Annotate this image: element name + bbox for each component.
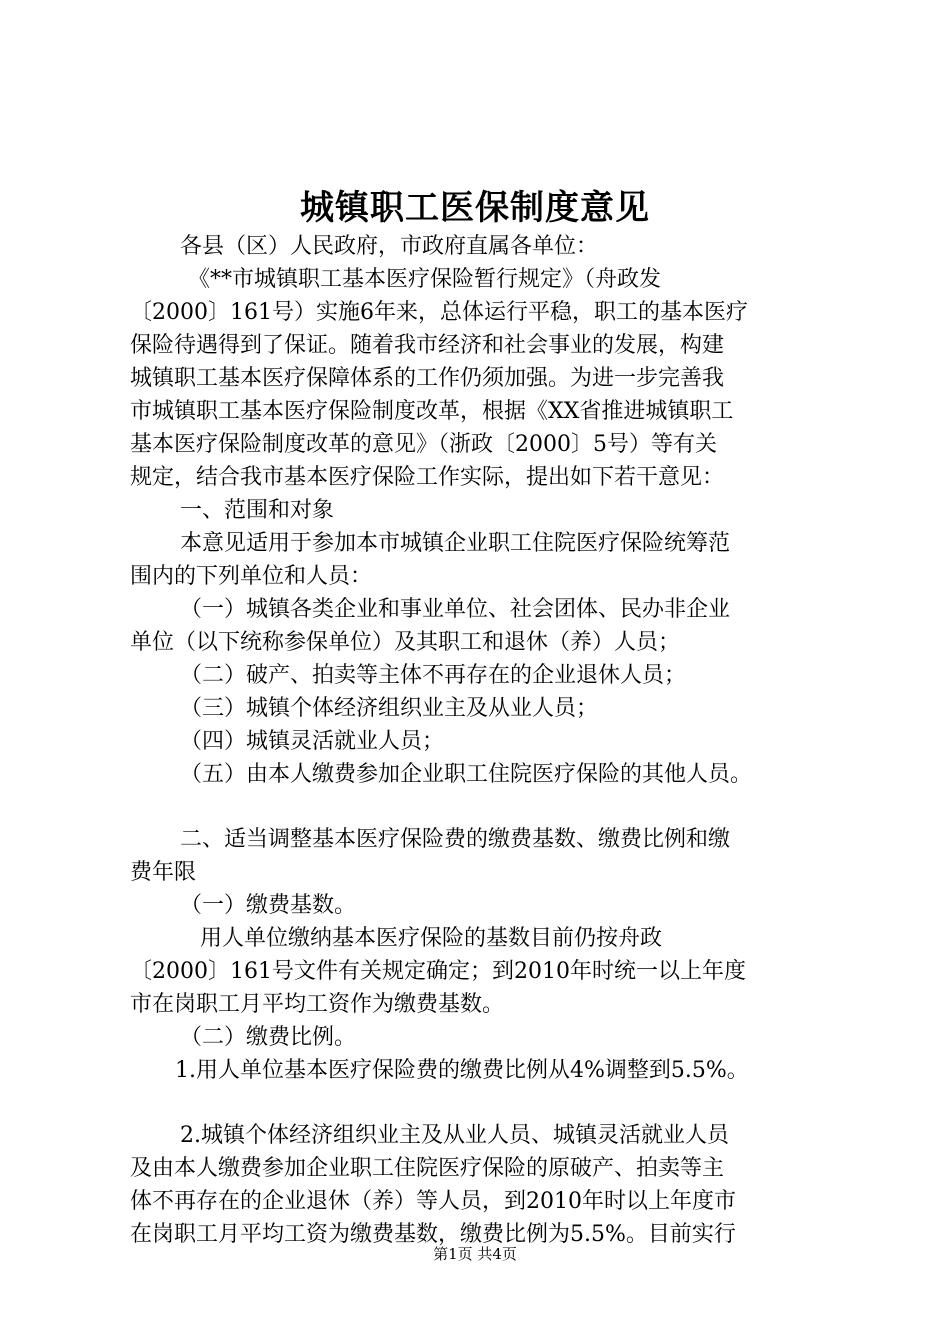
- paragraph-line: 围内的下列单位和人员：: [130, 564, 373, 589]
- paragraph-line: 2.城镇个体经济组织业主及从业人员、城镇灵活就业人员: [180, 1123, 729, 1148]
- list-item: （三）城镇个体经济组织业主及从业人员；: [180, 696, 599, 721]
- paragraph-line: 规定，结合我市基本医疗保险工作实际，提出如下若干意见：: [130, 465, 725, 490]
- paragraph-line: 体不再存在的企业退休（养）等人员，到2010年时以上年度市: [130, 1189, 736, 1214]
- list-item: （一）城镇各类企业和事业单位、社会团体、民办非企业: [180, 597, 731, 622]
- subsection-heading: （一）缴费基数。: [180, 893, 357, 918]
- list-item: 单位（以下统称参保单位）及其职工和退休（养）人员；: [130, 630, 681, 655]
- section-heading: 费年限: [130, 860, 197, 885]
- list-item: （四）城镇灵活就业人员；: [180, 729, 445, 754]
- paragraph-line: 用人单位缴纳基本医疗保险的基数目前仍按舟政: [200, 926, 663, 951]
- section-heading: 二、适当调整基本医疗保险费的缴费基数、缴费比例和缴: [180, 827, 731, 852]
- paragraph-line: 保险待遇得到了保证。随着我市经济和社会事业的发展，构建: [130, 333, 725, 358]
- list-item: （二）破产、拍卖等主体不再存在的企业退休人员；: [180, 663, 687, 688]
- paragraph-line: 本意见适用于参加本市城镇企业职工住院医疗保险统筹范: [180, 531, 731, 556]
- paragraph-line: 城镇职工基本医疗保障体系的工作仍须加强。为进一步完善我: [130, 366, 725, 391]
- paragraph-line: 市城镇职工基本医疗保险制度改革，根据《XX省推进城镇职工: [130, 399, 734, 424]
- section-heading: 一、范围和对象: [180, 498, 335, 523]
- subsection-heading: （二）缴费比例。: [180, 1025, 357, 1050]
- paragraph-line: 〔2000〕161号文件有关规定确定；到2010年时统一以上年度: [130, 959, 746, 984]
- paragraph-line: 《**市城镇职工基本医疗保险暂行规定》（舟政发: [188, 267, 662, 292]
- paragraph-line: 市在岗职工月平均工资作为缴费基数。: [130, 992, 505, 1017]
- paragraph-line: 1.用人单位基本医疗保险费的缴费比例从4%调整到5.5%。: [175, 1058, 749, 1083]
- document-title: 城镇职工医保制度意见: [300, 188, 650, 228]
- paragraph-line: 及由本人缴费参加企业职工住院医疗保险的原破产、拍卖等主: [130, 1156, 725, 1181]
- page-footer: 第1页 共4页: [433, 1245, 517, 1263]
- list-item: （五）由本人缴费参加企业职工住院医疗保险的其他人员。: [180, 762, 753, 787]
- salutation-line: 各县（区）人民政府，市政府直属各单位：: [180, 234, 599, 259]
- paragraph-line: 基本医疗保险制度改革的意见》（浙政〔2000〕5号）等有关: [130, 432, 717, 457]
- paragraph-line: 〔2000〕161号）实施6年来，总体运行平稳，职工的基本医疗: [130, 300, 748, 325]
- paragraph-line: 在岗职工月平均工资为缴费基数，缴费比例为5.5%。目前实行: [130, 1222, 736, 1247]
